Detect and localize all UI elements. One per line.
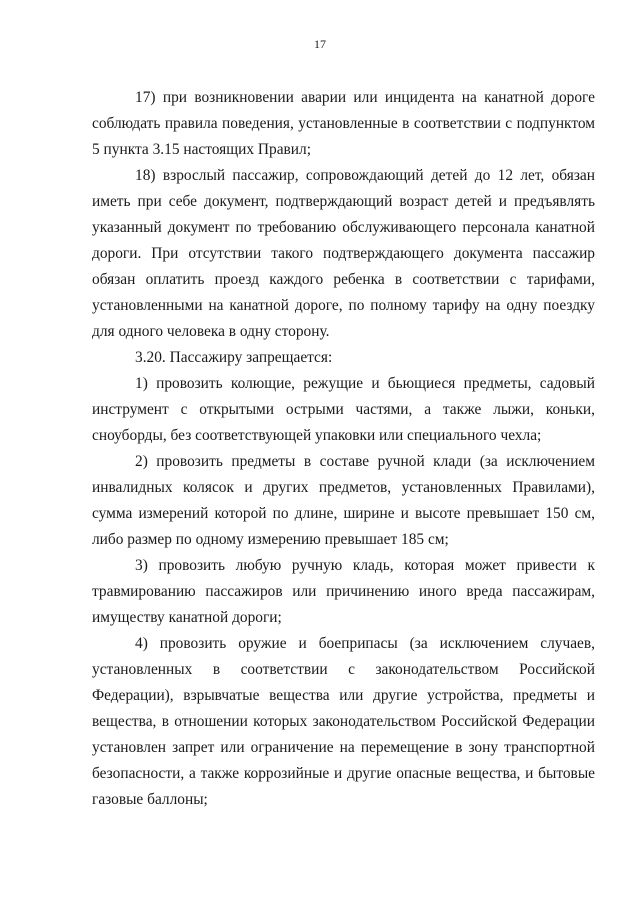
paragraph-prohibition-1: 1) провозить колющие, режущие и бьющиеся предметы, садовый инструмент с открытыми острыми частями, а также лыжи, коньки, сноуборды, без соответствующей упаковки или специального чехла; [92,375,595,444]
paragraph-prohibition-2: 2) провозить предметы в составе ручной клади (за исключением инвалидных колясок и других предметов, установленных Правилами), сумма измерений которой по длине, ширине и высоте превышает 150 см, либо размер по одному измерению превышает 185 см; [92,453,595,548]
paragraph-item-18: 18) взрослый пассажир, сопровождающий детей до 12 лет, обязан иметь при себе документ, подтверждающий возраст детей и предъявлять указанный документ по требованию обслуживающего персонала канатной дороги. При отсутствии такого подтверждающего документа пассажир обязан оплатить проезд каждого ребенка в соответствии с тарифами, установленными на канатной дороге, по полному тарифу на одну поездку для одного человека в одну сторону. [92,167,595,340]
section-heading-3-20: 3.20. Пассажиру запрещается: [135,349,333,366]
document-body [92,85,595,813]
page-number: 17 [314,37,326,51]
paragraph-prohibition-3: 3) провозить любую ручную кладь, которая может привести к травмированию пассажиров или причинению иного вреда пассажирам, имуществу канатной дороги; [92,557,595,626]
paragraph-item-17: 17) при возникновении аварии или инцидента на канатной дороге соблюдать правила поведения, установленные в соответствии с подпунктом 5 пункта 3.15 настоящих Правил; [92,89,595,158]
paragraph-prohibition-4: 4) провозить оружие и боеприпасы (за исключением случаев, установленных в соответствии с законодательством Российской Федерации), взрывчатые вещества или другие устройства, предметы и вещества, в отношении которых законодательством Российской Федерации установлен запрет или ограничение на перемещение в зону транспортной безопасности, а также коррозийные и другие опасные вещества, и бытовые газовые баллоны; [92,635,595,808]
